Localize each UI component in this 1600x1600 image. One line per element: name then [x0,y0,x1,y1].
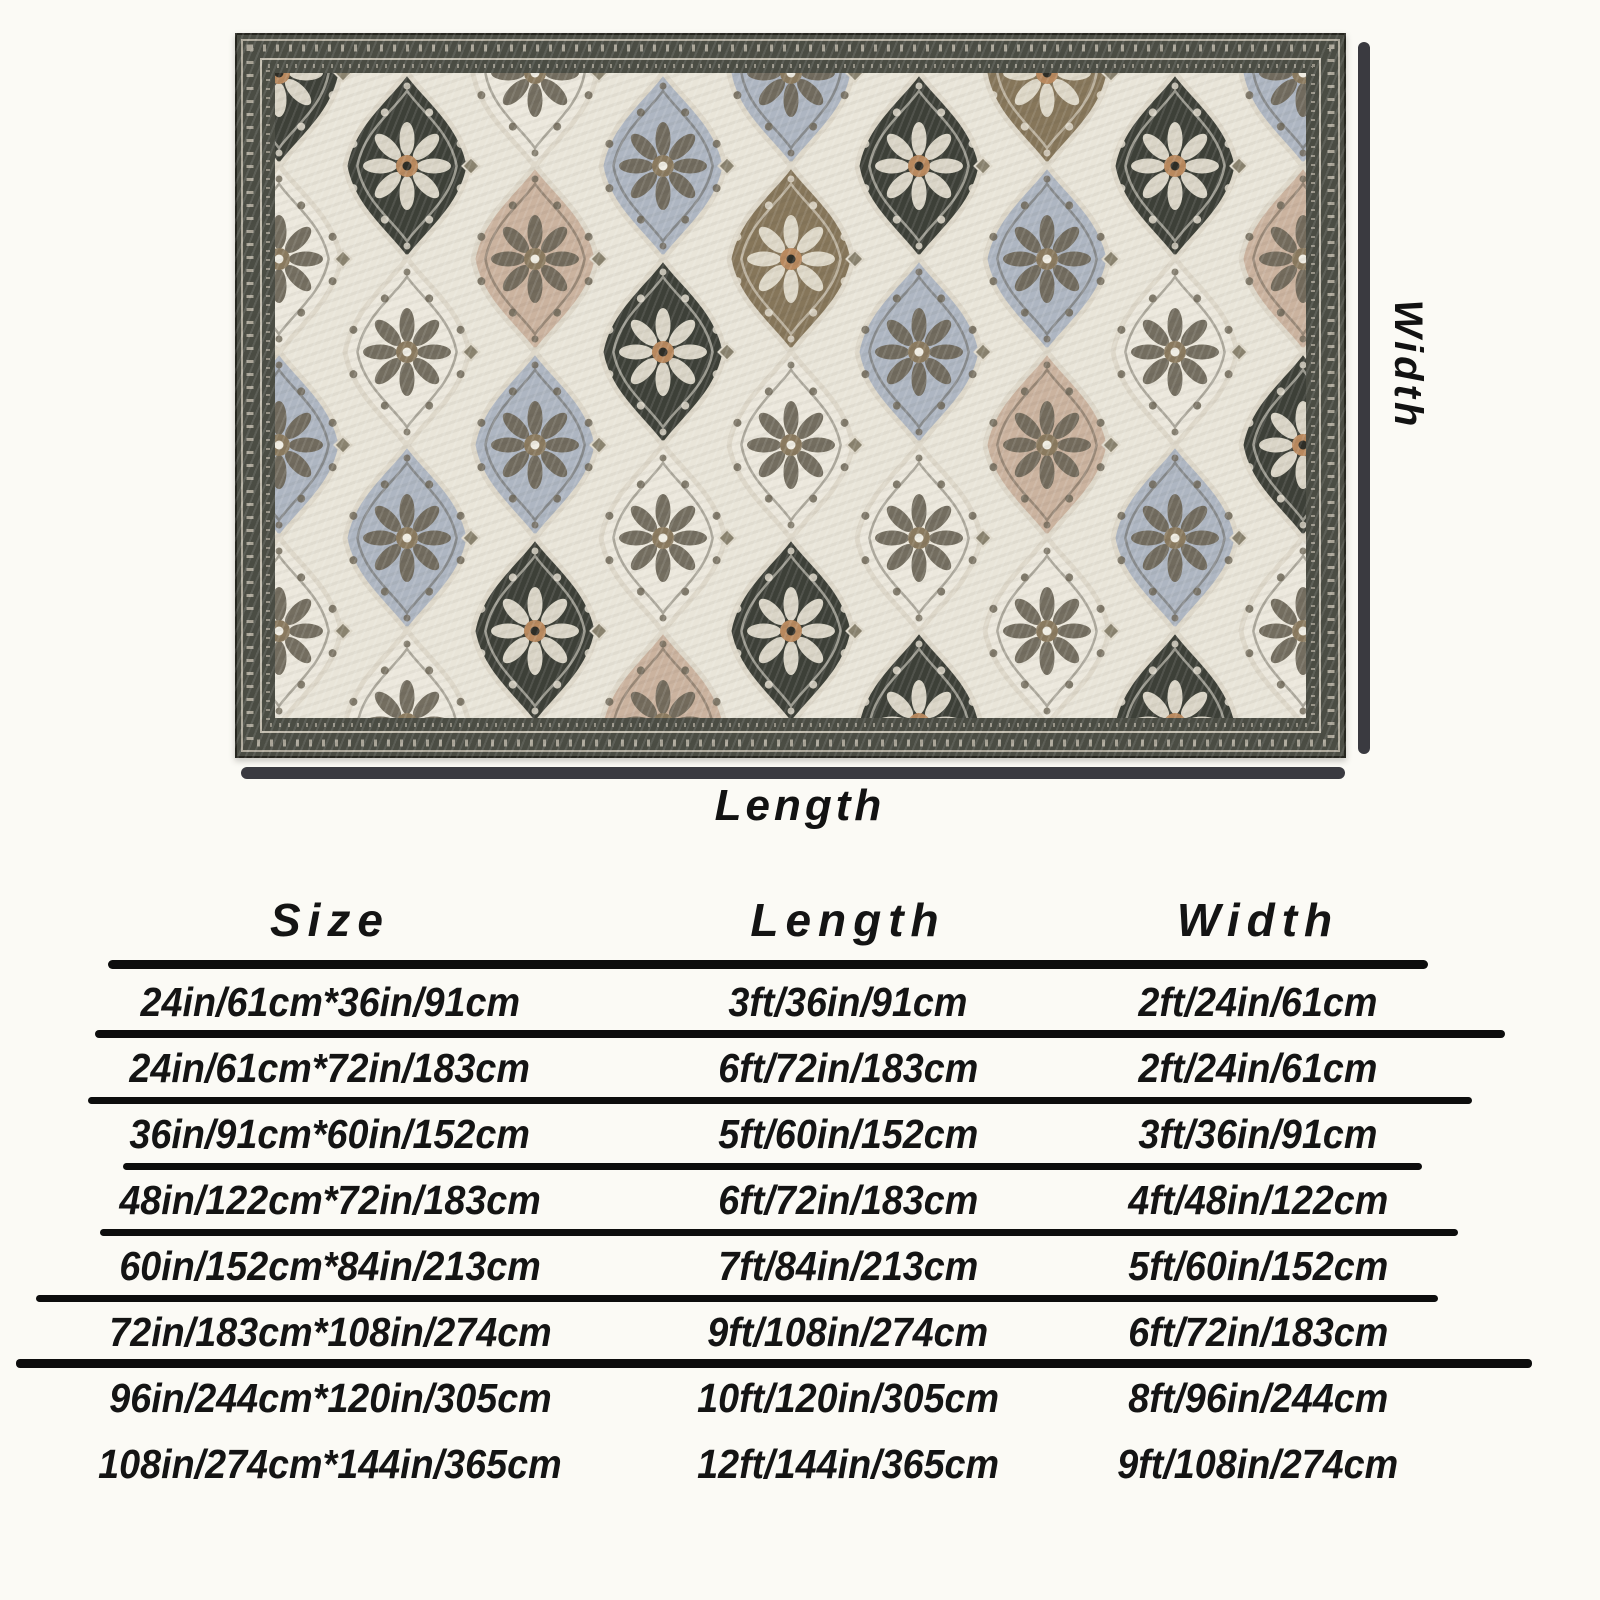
header-width: Width [1176,894,1340,946]
cell-length: 7ft/84in/213cm [717,1242,978,1289]
header-size: Size [269,894,391,946]
cell-width: 2ft/24in/61cm [1138,978,1378,1025]
table-row [0,1101,1600,1167]
size-table [0,880,1600,1497]
cell-length: 12ft/144in/365cm [697,1440,999,1487]
cell-width: 5ft/60in/152cm [1127,1242,1388,1289]
size-table-header-row [0,880,1600,960]
table-row [0,969,1600,1035]
cell-size: 24in/61cm*36in/91cm [140,978,520,1025]
cell-size: 60in/152cm*84in/213cm [119,1242,541,1289]
width-dimension-bar [1358,42,1370,754]
rug-svg [235,33,1346,758]
cell-width: 2ft/24in/61cm [1138,1044,1378,1091]
cell-length: 6ft/72in/183cm [717,1044,978,1091]
cell-length: 3ft/36in/91cm [728,978,968,1025]
length-dimension-label: Length [714,781,886,830]
width-dimension-label: Width [1386,299,1431,431]
cell-length: 6ft/72in/183cm [717,1176,978,1223]
cell-size: 72in/183cm*108in/274cm [108,1308,552,1355]
header-separator-line [108,960,1428,969]
header-length: Length [750,894,946,946]
cell-width: 9ft/108in/274cm [1117,1440,1399,1487]
cell-size: 108in/274cm*144in/365cm [98,1440,562,1487]
cell-length: 5ft/60in/152cm [717,1110,978,1157]
table-row [0,1299,1600,1365]
cell-width: 6ft/72in/183cm [1127,1308,1388,1355]
rug-image [235,33,1346,758]
table-row [0,1233,1600,1299]
cell-size: 24in/61cm*72in/183cm [129,1044,531,1091]
table-row [0,1365,1600,1431]
cell-width: 8ft/96in/244cm [1127,1374,1388,1421]
cell-width: 4ft/48in/122cm [1127,1176,1388,1223]
cell-size: 48in/122cm*72in/183cm [119,1176,541,1223]
table-row [0,1167,1600,1233]
cell-length: 9ft/108in/274cm [707,1308,989,1355]
table-row [0,1035,1600,1101]
cell-size: 36in/91cm*60in/152cm [129,1110,531,1157]
cell-width: 3ft/36in/91cm [1138,1110,1378,1157]
cell-size: 96in/244cm*120in/305cm [108,1374,552,1421]
table-row [0,1431,1600,1497]
cell-length: 10ft/120in/305cm [697,1374,999,1421]
